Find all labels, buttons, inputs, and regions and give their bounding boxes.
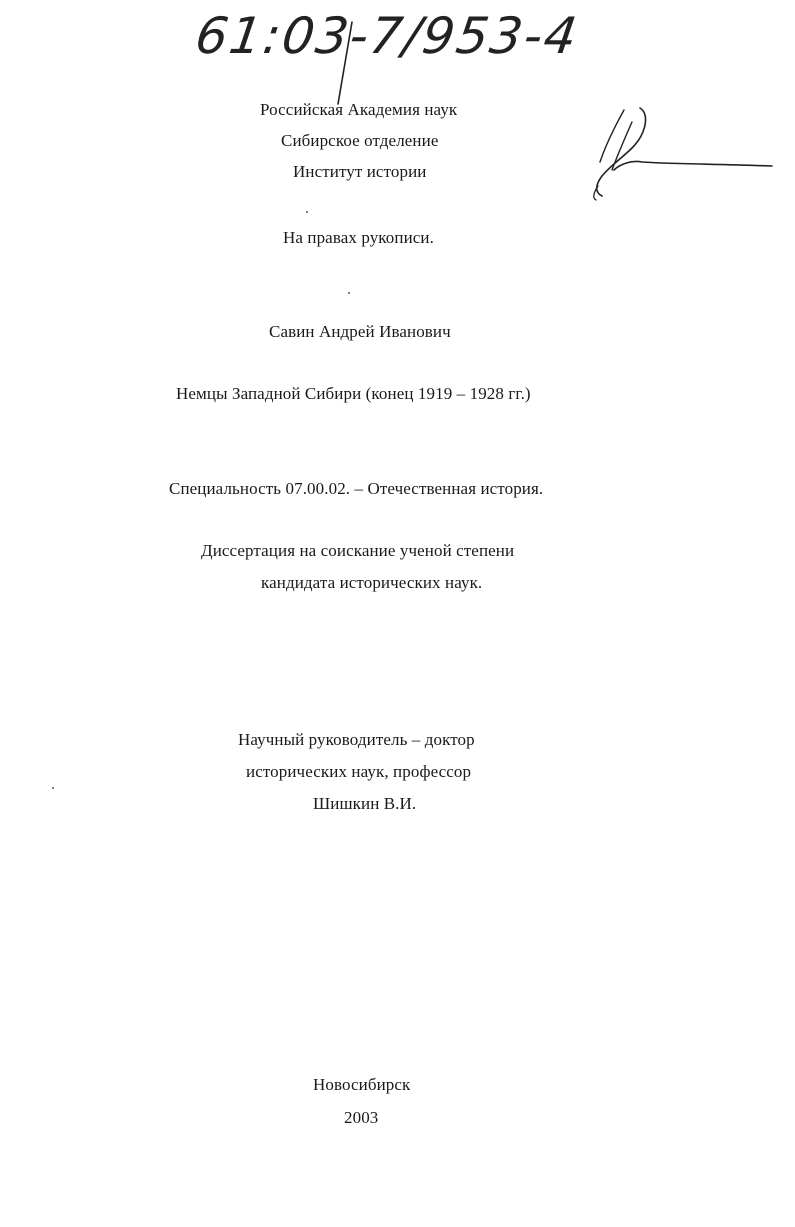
branch-name: Сибирское отделение: [281, 131, 439, 150]
author-name: Савин Андрей Иванович: [269, 322, 451, 341]
scan-speck: [306, 211, 308, 213]
degree-line-2: кандидата исторических наук.: [261, 573, 483, 592]
city: Новосибирск: [313, 1075, 411, 1094]
dissertation-title: Немцы Западной Сибири (конец 1919 – 1928 гг.): [176, 384, 531, 403]
scan-speck: [348, 292, 350, 294]
manuscript-rights-note: На правах рукописи.: [283, 228, 434, 247]
year: 2003: [344, 1108, 379, 1127]
supervisor-name: Шишкин В.И.: [313, 794, 417, 813]
supervisor-line-1: Научный руководитель – доктор: [238, 730, 475, 749]
handwritten-signature: [580, 100, 795, 210]
academy-name: Российская Академия наук: [260, 100, 458, 119]
degree-line-1: Диссертация на соискание ученой степени: [201, 541, 515, 560]
supervisor-line-2: исторических наук, профессор: [246, 762, 472, 781]
specialty: Специальность 07.00.02. – Отечественная история.: [169, 479, 544, 498]
scan-speck: [52, 787, 54, 789]
institute-name: Институт истории: [293, 162, 427, 181]
handwritten-catalog-number: 61:03-7/953-4: [191, 7, 583, 65]
